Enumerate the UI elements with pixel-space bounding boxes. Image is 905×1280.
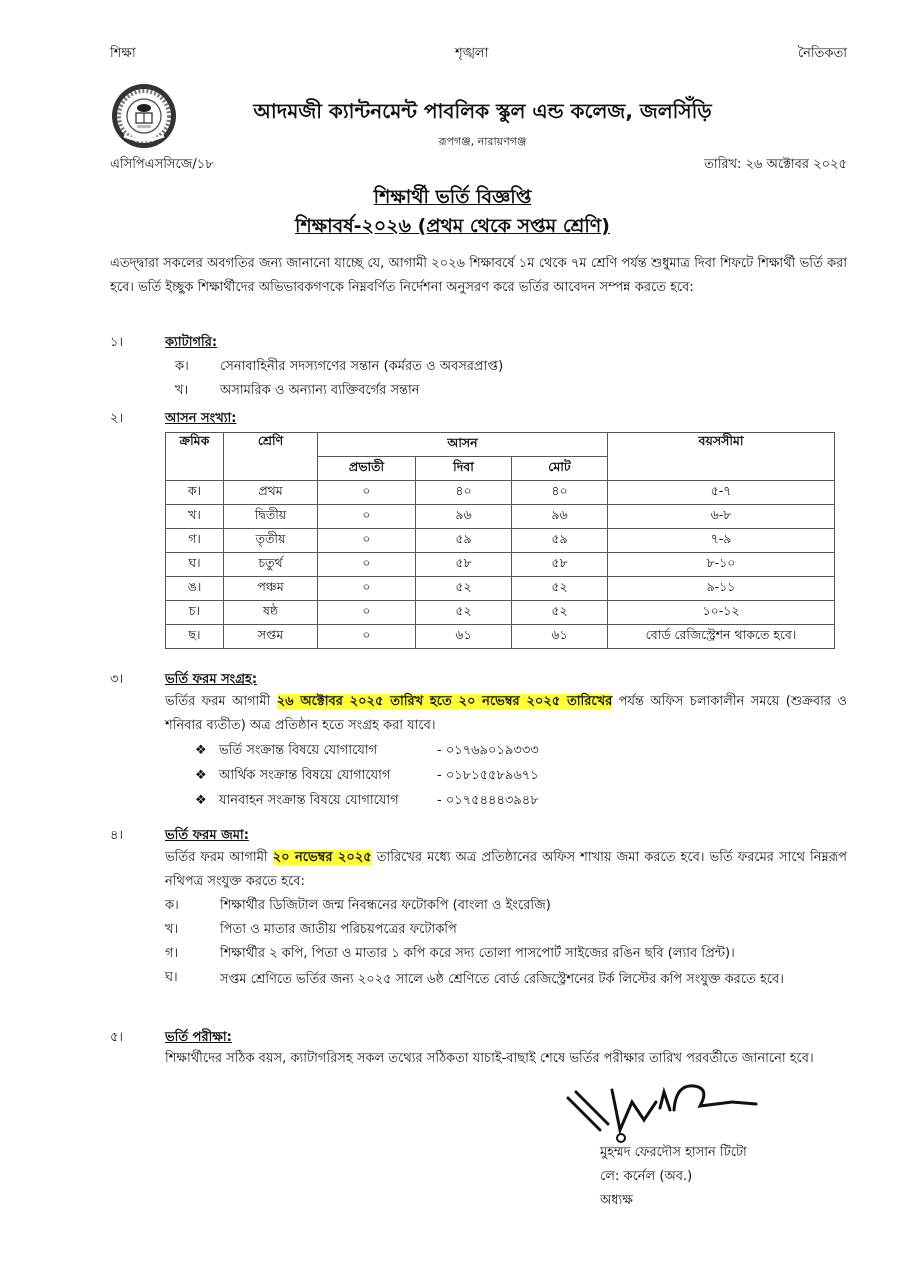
header-day: দিবা xyxy=(416,457,512,481)
header-morning: প্রভাতী xyxy=(318,457,416,481)
four-diamond-bullet-icon: ❖ xyxy=(195,768,207,783)
category-label: ক। xyxy=(175,359,189,374)
intro-paragraph: এতদ্দ্বারা সকলের অবগতির জন্য জানানো যাচ্ছে যে, আগামী ২০২৬ শিক্ষাবর্ষে ১ম থেকে ৭ম শ্রেণি পর্যন্ত শুধুমাত্র দিবা শিফটে শিক্ষার্থী ভর্তি করা হবে। ভর্তি ইচ্ছুক শিক্ষার্থীদের অভিভাবকগণকে নিম্নবর্ণিত নির্দেশনা অনুসরণ করে ভর্তির আবেদন সম্পন্ন করতে হবে: xyxy=(110,256,847,295)
cell-class: সপ্তম xyxy=(224,625,318,649)
contact-label: আর্থিক সংক্রান্ত বিষয়ে যোগাযোগ xyxy=(219,768,391,783)
form-submission-text-before: ভর্তির ফরম আগামী xyxy=(165,850,273,865)
category-label: খ। xyxy=(175,383,189,398)
notice-subtitle xyxy=(0,212,905,244)
cell-serial: ঙ। xyxy=(166,577,224,601)
cell-total: ৬১ xyxy=(512,625,608,649)
contact-phone: - ০১৭৫৪৪৪৩৯৪৮ xyxy=(437,793,539,808)
section-3-heading: ভর্তি ফরম সংগ্রহ: xyxy=(165,672,258,687)
form-collection-text-after: পর্যন্ত অফিস চলাকালীন সময়ে (শুক্রবার ও শনিবার ব্যতীত) অত্র প্রতিষ্ঠান হতে সংগ্রহ করা যাবে। xyxy=(165,694,847,733)
motto-education: শিক্ষা xyxy=(110,46,136,61)
document-label: খ। xyxy=(165,922,179,937)
cell-serial: চ। xyxy=(166,601,224,625)
cell-serial: ছ। xyxy=(166,625,224,649)
cell-morning: ০ xyxy=(318,481,416,505)
contact-phone: - ০১৭৬৯০১৯৩৩৩ xyxy=(437,743,539,758)
cell-day: ৬১ xyxy=(416,625,512,649)
cell-morning: ০ xyxy=(318,625,416,649)
cell-age: ৮-১০ xyxy=(608,553,835,577)
cell-age: বোর্ড রেজিস্ট্রেশন থাকতে হবে। xyxy=(608,625,835,649)
document-text: শিক্ষার্থীর ডিজিটাল জন্ম নিবন্ধনের ফটোকপি (বাংলা ও ইংরেজি) xyxy=(220,898,551,913)
four-diamond-bullet-icon: ❖ xyxy=(195,743,207,758)
motto-ethics: নৈতিকতা xyxy=(797,46,847,61)
contact-item xyxy=(195,791,539,812)
memo-number: এসিপিএসসিজে/১৮ xyxy=(110,157,214,172)
document-text: পিতা ও মাতার জাতীয় পরিচয়পত্রের ফটোকপি xyxy=(220,922,457,937)
signatory-rank: লে: কর্নেল (অব.) xyxy=(600,1169,693,1184)
section-2-number: ২। xyxy=(110,411,124,426)
table-row xyxy=(166,481,835,505)
cell-total: ৪০ xyxy=(512,481,608,505)
cell-morning: ০ xyxy=(318,505,416,529)
document-label: ক। xyxy=(165,898,179,913)
section-5-number: ৫। xyxy=(110,1030,124,1045)
category-text: অসামরিক ও অন্যান্য ব্যক্তিবর্গের সন্তান xyxy=(220,383,420,398)
document-label: গ। xyxy=(165,946,179,961)
form-submission-paragraph xyxy=(165,846,847,894)
cell-class: পঞ্চম xyxy=(224,577,318,601)
cell-day: ৯৬ xyxy=(416,505,512,529)
cell-age: ৭-৯ xyxy=(608,529,835,553)
cell-day: ৫৯ xyxy=(416,529,512,553)
contact-label: যানবাহন সংক্রান্ত বিষয়ে যোগাযোগ xyxy=(219,793,399,808)
cell-total: ৫২ xyxy=(512,577,608,601)
cell-morning: ০ xyxy=(318,577,416,601)
notice-date: তারিখ: ২৬ অক্টোবর ২০২৫ xyxy=(704,157,847,172)
cell-serial: গ। xyxy=(166,529,224,553)
document-label: ঘ। xyxy=(165,970,178,985)
header-seats: আসন xyxy=(318,433,608,457)
document-text: শিক্ষার্থীর ২ কপি, পিতা ও মাতার ১ কপি করে সদ্য তোলা পাসপোর্ট সাইজের রঙিন ছবি (ল্যাব প্রিন্ট)। xyxy=(220,946,735,961)
section-3-number: ৩। xyxy=(110,672,124,687)
handwritten-signature-icon xyxy=(560,1080,760,1145)
cell-total: ৫৮ xyxy=(512,553,608,577)
cell-morning: ০ xyxy=(318,601,416,625)
contact-phone: - ০১৮১৫৫৮৯৬৭১ xyxy=(437,768,539,783)
four-diamond-bullet-icon: ❖ xyxy=(195,793,207,808)
form-collection-text-before: ভর্তির ফরম আগামী xyxy=(165,694,277,709)
form-collection-date-highlight: ২৬ অক্টোবর ২০২৫ তারিখ হতে ২০ নভেম্বর ২০২৫ তারিখের xyxy=(276,694,613,709)
cell-day: ৫২ xyxy=(416,601,512,625)
section-5-heading: ভর্তি পরীক্ষা: xyxy=(165,1030,232,1045)
contact-label: ভর্তি সংক্রান্ত বিষয়ে যোগাযোগ xyxy=(219,743,378,758)
cell-class: ষষ্ঠ xyxy=(224,601,318,625)
table-row xyxy=(166,553,835,577)
header-total: মোট xyxy=(512,457,608,481)
form-submission-date-highlight: ২০ নভেম্বর ২০২৫ xyxy=(272,850,372,865)
cell-day: ৫২ xyxy=(416,577,512,601)
signatory-name: মুহম্মদ ফেরদৌস হাসান টিটো xyxy=(600,1145,747,1160)
cell-day: ৫৮ xyxy=(416,553,512,577)
seat-table xyxy=(165,432,835,649)
cell-morning: ০ xyxy=(318,553,416,577)
notice-subtitle-text: শিক্ষাবর্ষ-২০২৬ (প্রথম থেকে সপ্তম শ্রেণি) xyxy=(295,215,610,237)
cell-serial: ক। xyxy=(166,481,224,505)
form-collection-paragraph xyxy=(165,690,847,738)
notice-title-text: শিক্ষার্থী ভর্তি বিজ্ঞপ্তি xyxy=(373,186,532,208)
header-age-limit: বয়সসীমা xyxy=(608,433,835,481)
section-1-heading: ক্যাটাগরি: xyxy=(165,335,218,350)
cell-age: ১০-১২ xyxy=(608,601,835,625)
school-name: আদমজী ক্যান্টনমেন্ট পাবলিক স্কুল এন্ড কলেজ, জলসিঁড়ি xyxy=(253,99,712,123)
section-4-number: ৪। xyxy=(110,828,124,843)
form-submission-text-after: তারিখের মধ্যে অত্র প্রতিষ্ঠানের অফিস শাখায় জমা করতে হবে। ভর্তি ফরমের সাথে নিম্নরূপ নথিপত্র সংযুক্ত করতে হবে: xyxy=(165,850,847,889)
signatory-designation: অধ্যক্ষ xyxy=(600,1193,633,1208)
cell-morning: ০ xyxy=(318,529,416,553)
cell-total: ৯৬ xyxy=(512,505,608,529)
contact-item xyxy=(195,766,539,787)
cell-total: ৫৯ xyxy=(512,529,608,553)
section-4-heading: ভর্তি ফরম জমা: xyxy=(165,828,249,843)
table-row xyxy=(166,601,835,625)
contact-item xyxy=(195,741,539,762)
category-text: সেনাবাহিনীর সদস্যগণের সন্তান (কর্মরত ও অবসরপ্রাপ্ত) xyxy=(220,359,504,374)
cell-serial: ঘ। xyxy=(166,553,224,577)
school-address: রূপগঞ্জ, নারায়ণগঞ্জ xyxy=(438,135,527,148)
table-row xyxy=(166,529,835,553)
cell-total: ৫২ xyxy=(512,601,608,625)
admission-test-paragraph: শিক্ষার্থীদের সঠিক বয়স, ক্যাটাগরিসহ সকল তথ্যের সঠিকতা যাচাই-বাছাই শেষে ভর্তির পরীক্ষার তারিখ পরবর্তীতে জানানো হবে। xyxy=(165,1051,814,1066)
cell-serial: খ। xyxy=(166,505,224,529)
motto-discipline: শৃঙ্খলা xyxy=(455,46,489,61)
cell-class: প্রথম xyxy=(224,481,318,505)
cell-class: চতুর্থ xyxy=(224,553,318,577)
cell-age: ৫-৭ xyxy=(608,481,835,505)
cell-day: ৪০ xyxy=(416,481,512,505)
cell-class: দ্বিতীয় xyxy=(224,505,318,529)
cell-age: ৯-১১ xyxy=(608,577,835,601)
section-1-number: ১। xyxy=(110,335,124,350)
document-text: সপ্তম শ্রেণিতে ভর্তির জন্য ২০২৫ সালে ৬ষ্ঠ শ্রেণিতে বোর্ড রেজিস্ট্রেশনের টর্ক লিস্টের কপি সংযুক্ত করতে হবে। xyxy=(220,972,784,987)
header-serial: ক্রমিক xyxy=(166,433,224,481)
table-row xyxy=(166,625,835,649)
table-row xyxy=(166,505,835,529)
notice-title xyxy=(0,183,905,215)
section-2-heading: আসন সংখ্যা: xyxy=(165,411,237,426)
table-row xyxy=(166,577,835,601)
table-header-row xyxy=(166,433,835,457)
header-class: শ্রেণি xyxy=(224,433,318,481)
cell-class: তৃতীয় xyxy=(224,529,318,553)
cell-age: ৬-৮ xyxy=(608,505,835,529)
